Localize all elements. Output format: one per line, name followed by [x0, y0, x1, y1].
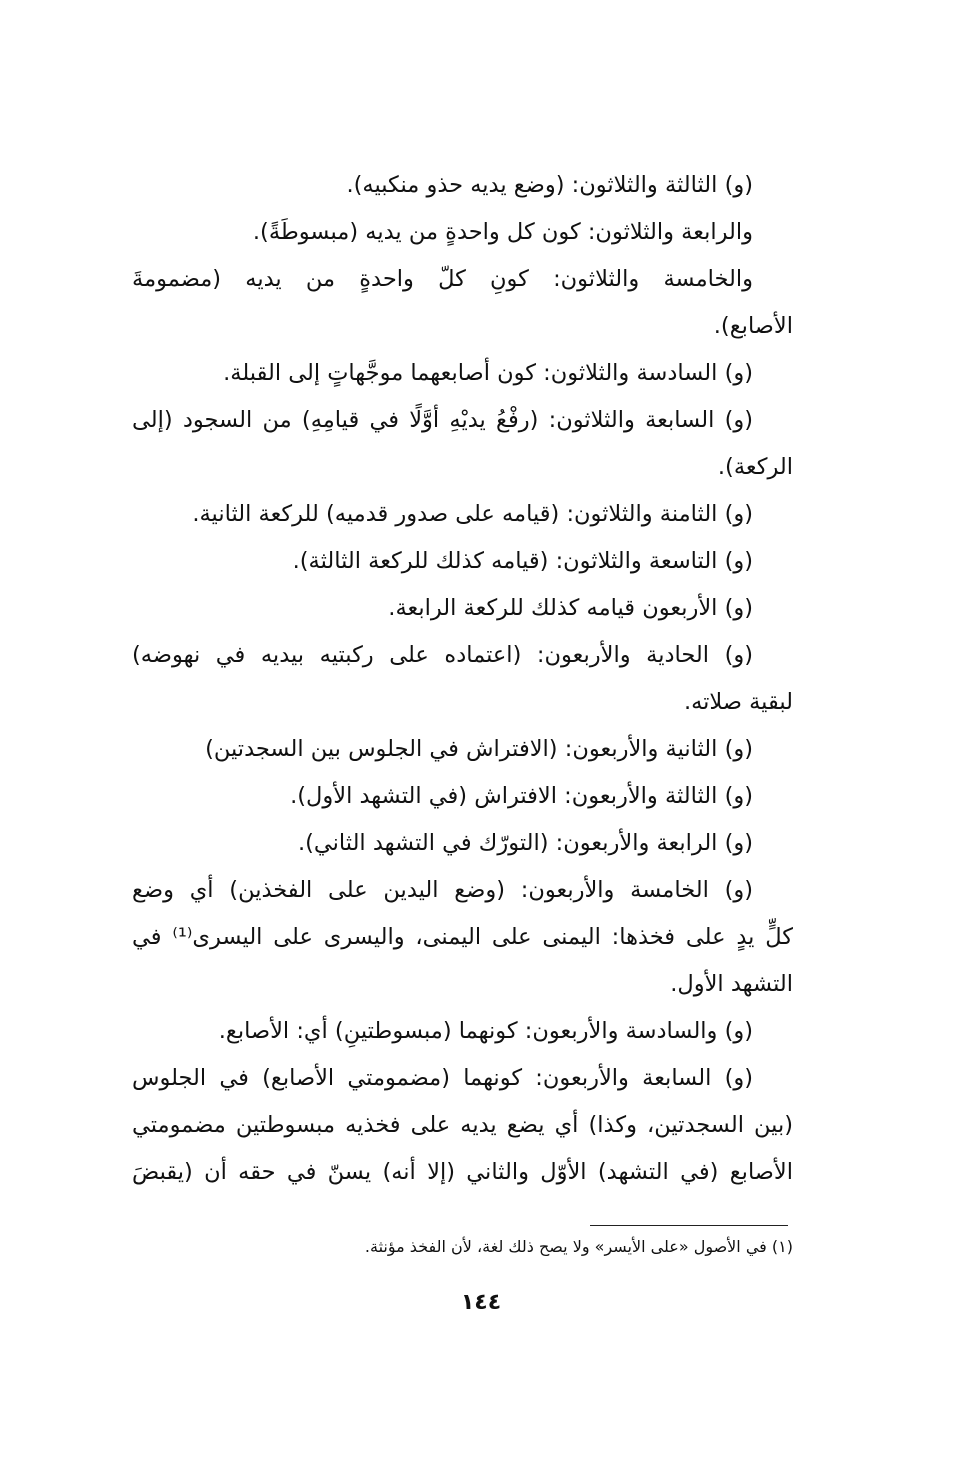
- text-line: (و) الثانية والأربعون: (الافتراش في الجلوس بين السجدتين): [205, 736, 753, 762]
- main-text: [132, 162, 793, 1196]
- text-line: الركعة).: [717, 454, 793, 480]
- text-line: (و) الثامنة والثلاثون: (قيامه على صدور قدميه) للركعة الثانية.: [192, 501, 753, 527]
- text-line: (و) السادسة والثلاثون: كون أصابعهما موجَّهاتٍ إلى القبلة.: [223, 360, 753, 386]
- text-line: الأصابع (في التشهد) الأوّل والثاني (إلا أنه) يسنّ في حقه أن (يقبضَ: [132, 1159, 793, 1185]
- text-line: التشهد الأول.: [670, 971, 793, 997]
- text-line: (بين السجدتين، وكذا) أي يضع يديه على فخذيه مبسوطتين مضمومتي: [132, 1112, 793, 1138]
- text-line: (و) الخامسة والأربعون: (وضع اليدين على الفخذين) أي وضع: [132, 877, 753, 903]
- text-line: كلٍّ يدٍ على فخذها: اليمنى على اليمنى، واليسرى على اليسرى⁽¹⁾ في: [132, 924, 793, 950]
- footnote-divider: [590, 1225, 788, 1226]
- text-line: والخامسة والثلاثون: كونِ كلّ واحدةٍ من يديه (مضمومةَ: [132, 266, 753, 292]
- text-line: (و) السابعة والثلاثون: (رفْعُ يديْهِ أوَّلًا في قيامِهِ) من السجود (إلى: [132, 407, 753, 433]
- page-number: ١٤٤: [460, 1290, 502, 1315]
- text-line: الأصابع).: [713, 313, 793, 339]
- footnote: (١) في الأصول «على الأيسر» ولا يصح ذلك لغة، لأن الفخذ مؤنثة.: [364, 1237, 793, 1256]
- text-line: لبقية صلاته.: [683, 689, 793, 715]
- text-line: (و) الثالثة والأربعون: الافتراش (في التشهد الأول).: [290, 783, 753, 809]
- text-line: (و) الحادية والأربعون: (اعتماده على ركبتيه بيديه في نهوضه): [132, 642, 753, 668]
- text-line: (و) الأربعون قيامه كذلك للركعة الرابعة.: [388, 595, 753, 621]
- text-line: (و) والسادسة والأربعون: كونهما (مبسوطتينِ) أي: الأصابع.: [218, 1018, 753, 1044]
- text-line: (و) السابعة والأربعون: كونهما (مضمومتي الأصابع) في الجلوس: [132, 1065, 753, 1091]
- text-line: والرابعة والثلاثون: كون كل واحدةٍ من يديه (مبسوطَةً).: [252, 219, 753, 245]
- text-line: (و) التاسعة والثلاثون: (قيامه كذلك للركعة الثالثة).: [292, 548, 753, 574]
- text-line: (و) الثالثة والثلاثون: (وضع يديه حذو منكبيه).: [346, 172, 753, 198]
- text-line: (و) الرابعة والأربعون: (التورّك في التشهد الثاني).: [297, 830, 753, 856]
